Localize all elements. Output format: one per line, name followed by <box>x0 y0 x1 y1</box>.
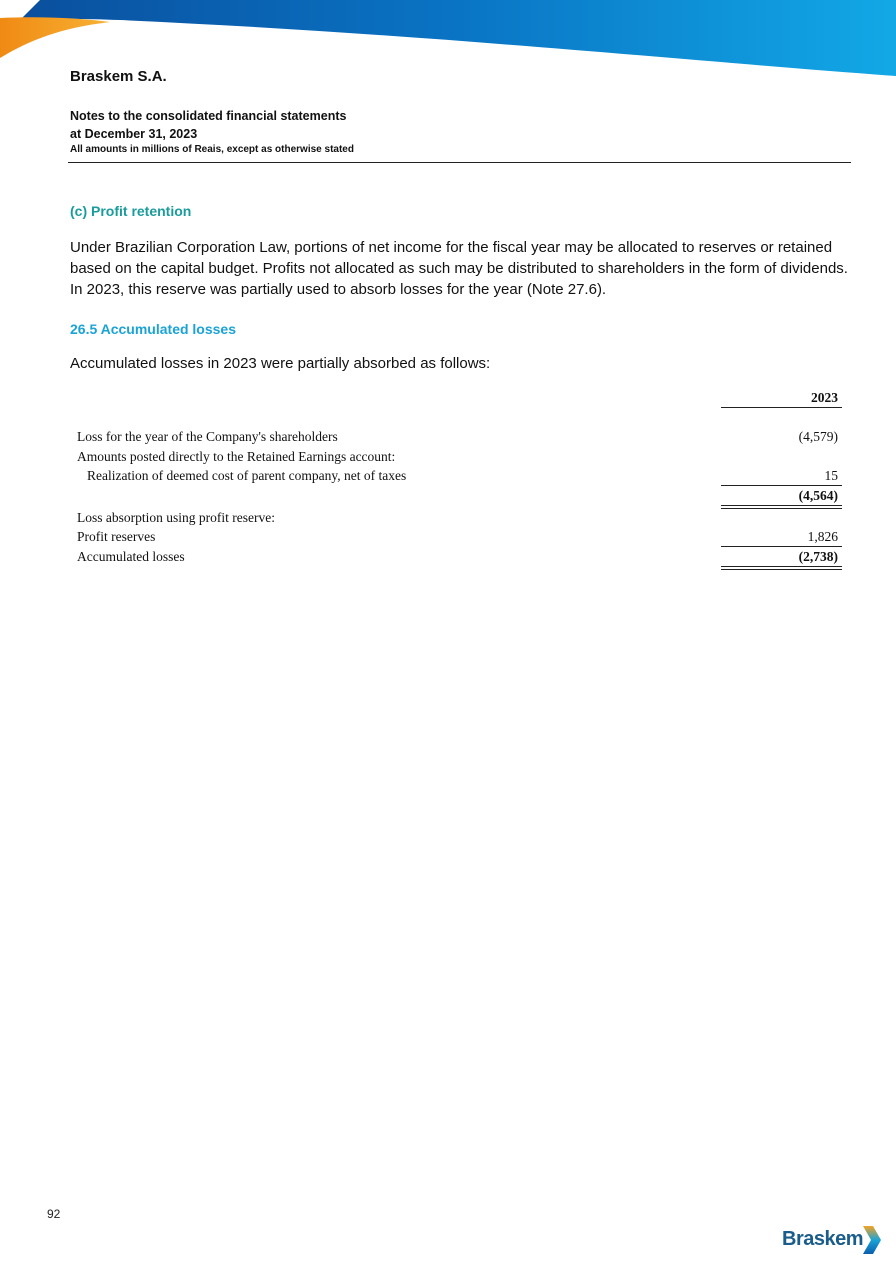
row-label: Realization of deemed cost of parent company, net of taxes <box>87 468 407 483</box>
header-underline <box>721 407 842 408</box>
profit-retention-paragraph: Under Brazilian Corporation Law, portions of net income for the fiscal year may be allocated to reserves or retained based on the capital budget. Profits not allocated as such may be distributed to shareholders in the form of dividends. In 2023, this reserve was partially used to absorb losses for the year (Note 27.6). <box>70 239 848 298</box>
subtotal-rule <box>721 485 842 486</box>
logo-chevron-icon <box>861 1224 883 1256</box>
column-header-2023: 2023 <box>811 390 838 405</box>
table-row <box>77 529 842 547</box>
table-row <box>77 429 842 447</box>
total-double-rule <box>721 566 842 570</box>
logo-text: Braskem <box>782 1228 864 1250</box>
company-name: Braskem S.A. <box>70 68 167 85</box>
row-label: Loss absorption using profit reserve: <box>77 510 275 525</box>
row-label: Accumulated losses <box>77 549 185 564</box>
row-value: (4,579) <box>798 429 838 444</box>
subtotal-row <box>77 488 842 506</box>
total-value: (2,738) <box>798 549 838 564</box>
subtotal-value: (4,564) <box>798 488 838 503</box>
row-label: Profit reserves <box>77 529 156 544</box>
header-divider <box>68 162 851 163</box>
table-row <box>77 449 842 467</box>
section-title-accumulated-losses: 26.5 Accumulated losses <box>70 321 237 337</box>
row-value: 1,826 <box>807 529 838 544</box>
total-row <box>77 549 842 567</box>
page-number: 92 <box>47 1207 61 1221</box>
table-row <box>77 510 842 528</box>
row-label: Loss for the year of the Company's shareholders <box>77 429 338 444</box>
table-row <box>77 468 842 486</box>
total-rule <box>721 546 842 547</box>
braskem-logo <box>782 1224 882 1256</box>
row-value: 15 <box>824 468 838 483</box>
statement-date: at December 31, 2023 <box>70 127 198 141</box>
amounts-note: All amounts in millions of Reais, except as otherwise stated <box>70 144 354 155</box>
table-header-row <box>77 390 842 408</box>
row-label: Amounts posted directly to the Retained Earnings account: <box>77 449 396 464</box>
subtotal-double-rule <box>721 505 842 509</box>
notes-title: Notes to the consolidated financial statements <box>70 109 347 123</box>
document-header <box>70 68 850 157</box>
accumulated-losses-intro: Accumulated losses in 2023 were partially absorbed as follows: <box>70 355 491 372</box>
section-title-profit-retention: (c) Profit retention <box>70 203 192 219</box>
